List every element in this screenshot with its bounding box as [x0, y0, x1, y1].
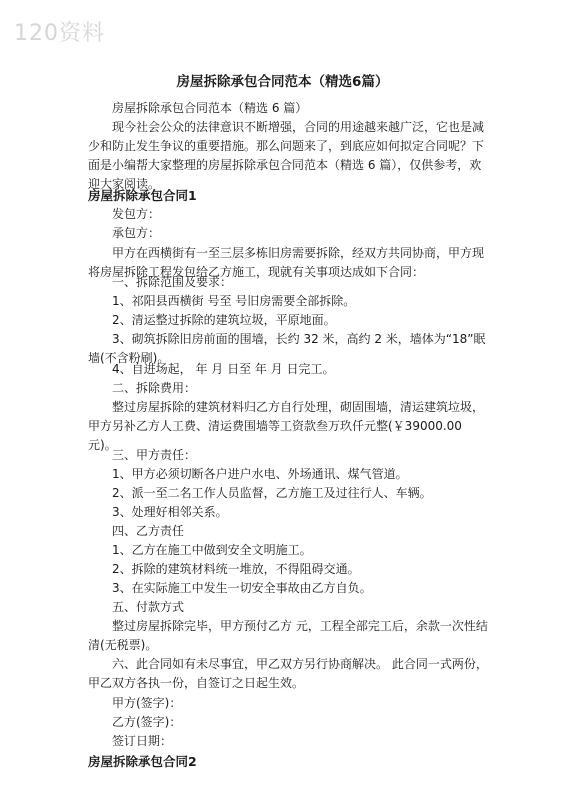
- signature-date: 签订日期：: [112, 734, 173, 748]
- document-title: 房屋拆除承包合同范本（精选6篇）: [176, 74, 389, 90]
- clause-4-item-2: 2、拆除的建筑材料统一堆放，不得阻碍交通。: [112, 562, 360, 576]
- agreement-paragraph: 甲方在西横街有一至三层多栋旧房需要拆除，经双方共同协商，甲方现将房屋拆除工程发包给乙方施工，现就有关事项达成如下合同：: [88, 246, 485, 279]
- signature-party-b: 乙方(签字)：: [112, 715, 182, 729]
- clause-1-item-1: 1、祁阳县西横街 号至 号旧房需要全部拆除。: [112, 294, 356, 308]
- clause-5-text: 整过房屋拆除完毕，甲方预付乙方 元，工程全部完工后，余款一次性结清(无税票)。: [88, 619, 488, 652]
- section-heading-1: 房屋拆除承包合同1: [88, 188, 197, 203]
- clause-1-heading: 一、拆除范围及要求：: [112, 275, 233, 289]
- clause-5-heading: 五、付款方式: [112, 600, 185, 614]
- intro-paragraph: 现今社会公众的法律意识不断增强，合同的用途越来越广泛，它也是减少和防止发生争议的重要措施。那么问题来了，到底应如何拟定合同呢？下面是小编帮大家整理的房屋拆除承包合同范本（精选 6 篇），仅供参考，欢迎大家阅读。: [88, 120, 485, 191]
- clause-4-heading: 四、乙方责任: [112, 524, 185, 538]
- clause-3-item-3: 3、处理好相邻关系。: [112, 505, 228, 519]
- clause-1-item-4: 4、自进场起， 年 月 日至 年 月 日完工。: [112, 362, 335, 376]
- clause-1-item-2: 2、清运整过拆除的建筑垃圾，平原地面。: [112, 313, 336, 327]
- clause-3-item-2: 2、派一至二名工作人员监督，乙方施工及过往行人、车辆。: [112, 486, 432, 500]
- party-a-label: 发包方：: [112, 207, 161, 221]
- party-b-label: 承包方：: [112, 226, 161, 240]
- signature-party-a: 甲方(签字)：: [112, 696, 182, 710]
- clause-4-item-1: 1、乙方在施工中做到安全文明施工。: [112, 543, 312, 557]
- watermark: 120资料: [14, 21, 105, 46]
- clause-3-item-1: 1、甲方必须切断各户进户水电、外场通讯、煤气管道。: [112, 467, 408, 481]
- clause-3-heading: 三、甲方责任：: [112, 448, 197, 462]
- clause-2-text: 整过房屋拆除的建筑材料归乙方自行处理，砌固围墙，清运建筑垃圾，甲方另补乙方人工费、清运费围墙等工资款叁万玖仟元整(￥39000.00 元)。: [88, 400, 485, 452]
- clause-2-heading: 二、拆除费用：: [112, 381, 197, 395]
- subtitle: 房屋拆除承包合同范本（精选 6 篇）: [112, 101, 308, 115]
- section-heading-2: 房屋拆除承包合同2: [88, 754, 197, 769]
- clause-1-item-3: 3、砌筑拆除旧房前面的围墙，长约 32 米，高约 2 米，墙体为“18”眠墙(不含粉刷)。: [88, 332, 486, 365]
- clause-6-text: 六、此合同如有未尽事宜，甲乙双方另行协商解决。 此合同一式两份，甲乙双方各执一份，自签订之日起生效。: [88, 657, 488, 690]
- clause-4-item-3: 3、在实际施工中发生一切安全事故由乙方自负。: [112, 581, 372, 595]
